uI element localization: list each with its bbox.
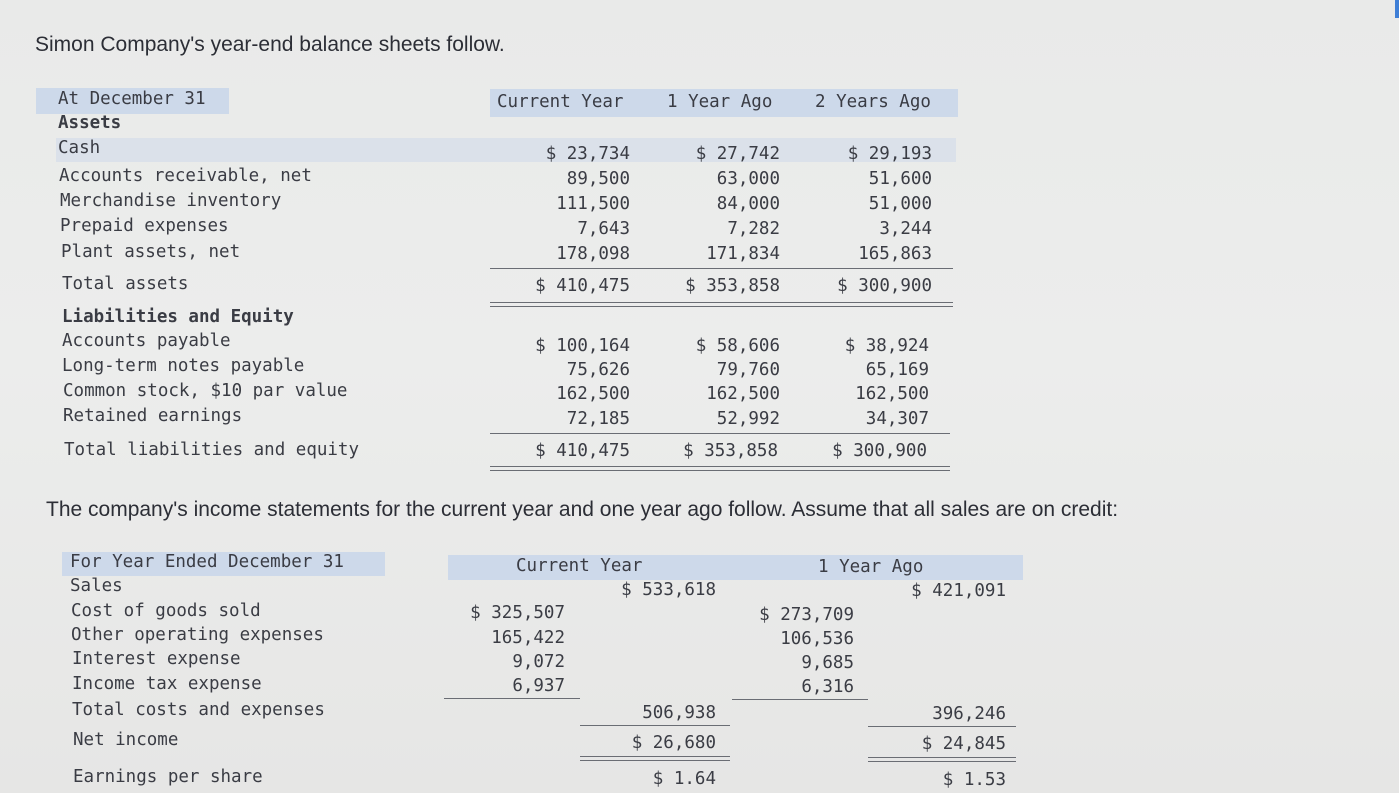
row-1-year-ago: 63,000 <box>716 169 780 189</box>
total-costs-1-year-ago: 396,246 <box>932 704 1006 724</box>
row-2-years-ago: $ 29,193 <box>847 144 932 164</box>
total-liabilities-double-rule <box>490 466 950 471</box>
row-label: Merchandise inventory <box>60 191 282 211</box>
net-income-rule-current <box>580 725 730 726</box>
row-current-year: 111,500 <box>556 194 630 214</box>
income-header-label: For Year Ended December 31 <box>70 552 344 572</box>
row-label: Accounts receivable, net <box>59 166 312 186</box>
total-liabilities-1-year-ago: $ 353,858 <box>683 441 778 461</box>
row-1-year-ago: 7,282 <box>727 219 780 239</box>
total-assets-1-year-ago: $ 353,858 <box>685 276 780 296</box>
net-income-1-year-ago: $ 24,845 <box>921 734 1006 754</box>
total-assets-label: Total assets <box>62 274 189 294</box>
row-1-year-ago: 84,000 <box>716 194 780 214</box>
row-current-year: $ 325,507 <box>470 603 565 623</box>
row-current-year: 7,643 <box>577 219 630 239</box>
row-current-year: 165,422 <box>491 628 565 648</box>
liabilities-heading: Liabilities and Equity <box>62 307 294 327</box>
row-2-years-ago: 34,307 <box>865 409 929 429</box>
row-2-years-ago: 51,600 <box>868 169 932 189</box>
row-1-year-ago: 162,500 <box>706 384 780 404</box>
row-label: Other operating expenses <box>71 625 324 645</box>
row-1-year-ago: 6,316 <box>801 677 854 697</box>
row-label: Retained earnings <box>63 406 243 426</box>
row-current-year: 89,500 <box>566 169 630 189</box>
row-1-year-ago: $ 273,709 <box>759 605 854 625</box>
row-label: Cost of goods sold <box>71 601 261 621</box>
total-costs-label: Total costs and expenses <box>72 700 325 720</box>
row-2-years-ago: $ 38,924 <box>844 336 929 356</box>
row-2-years-ago: 3,244 <box>879 219 932 239</box>
net-income-label: Net income <box>73 730 179 750</box>
total-liabilities-2-years-ago: $ 300,900 <box>832 441 927 461</box>
row-label: Accounts payable <box>62 331 231 351</box>
income-header-1-year-ago: 1 Year Ago <box>818 557 924 577</box>
net-income-current-year: $ 26,680 <box>631 733 716 753</box>
costs-subtotal-rule-current <box>444 698 580 699</box>
income-intro: The company's income statements for the current year and one year ago follow. Assume that all sales are on credit: <box>46 498 1119 521</box>
costs-subtotal-rule-prior <box>732 699 868 700</box>
row-label: Common stock, $10 par value <box>63 381 348 401</box>
window-edge-accent <box>1395 0 1399 18</box>
row-1-year-ago: 52,992 <box>716 409 780 429</box>
row-current-year: $ 100,164 <box>535 336 630 356</box>
net-income-double-rule-current <box>580 756 730 761</box>
eps-current-year: $ 1.64 <box>652 769 716 789</box>
sales-1-year-ago: $ 421,091 <box>911 581 1006 601</box>
total-assets-2-years-ago: $ 300,900 <box>837 276 932 296</box>
eps-1-year-ago: $ 1.53 <box>942 770 1006 790</box>
balance-header-current-year: Current Year <box>497 92 624 112</box>
row-1-year-ago: 9,685 <box>801 653 854 673</box>
row-current-year: 9,072 <box>512 652 565 672</box>
balance-intro: Simon Company's year-end balance sheets follow. <box>35 33 505 56</box>
sales-current-year: $ 533,618 <box>621 580 716 600</box>
net-income-double-rule-prior <box>868 757 1016 762</box>
row-label: Plant assets, net <box>61 242 241 262</box>
row-current-year: 6,937 <box>512 676 565 696</box>
row-2-years-ago: 65,169 <box>865 360 929 380</box>
row-label: Income tax expense <box>72 674 262 694</box>
row-label: Cash <box>58 138 101 158</box>
income-header-current-year: Current Year <box>516 556 643 576</box>
row-2-years-ago: 51,000 <box>868 194 932 214</box>
row-label: Prepaid expenses <box>60 216 229 236</box>
total-assets-double-rule <box>490 302 953 307</box>
row-1-year-ago: 106,536 <box>780 629 854 649</box>
total-assets-current-year: $ 410,475 <box>535 276 630 296</box>
row-1-year-ago: $ 58,606 <box>695 336 780 356</box>
total-liabilities-label: Total liabilities and equity <box>64 440 360 460</box>
row-current-year: 72,185 <box>566 409 630 429</box>
row-label: Interest expense <box>72 649 241 669</box>
assets-heading: Assets <box>58 113 122 133</box>
sales-label: Sales <box>70 576 123 596</box>
row-current-year: $ 23,734 <box>545 144 630 164</box>
row-1-year-ago: 79,760 <box>716 360 780 380</box>
row-label: Long-term notes payable <box>62 356 305 376</box>
subtotal-rule <box>490 433 950 434</box>
net-income-rule-prior <box>868 726 1016 727</box>
row-current-year: 178,098 <box>556 244 630 264</box>
total-liabilities-current-year: $ 410,475 <box>535 441 630 461</box>
row-current-year: 162,500 <box>556 384 630 404</box>
balance-header-2-years-ago: 2 Years Ago <box>815 92 931 112</box>
balance-header-1-year-ago: 1 Year Ago <box>667 92 773 112</box>
subtotal-rule <box>490 268 953 269</box>
row-current-year: 75,626 <box>566 360 630 380</box>
balance-header-label: At December 31 <box>58 89 206 109</box>
row-2-years-ago: 165,863 <box>858 244 932 264</box>
row-1-year-ago: $ 27,742 <box>695 144 780 164</box>
row-2-years-ago: 162,500 <box>855 384 929 404</box>
eps-label: Earnings per share <box>73 767 263 787</box>
total-costs-current-year: 506,938 <box>642 703 716 723</box>
row-1-year-ago: 171,834 <box>706 244 780 264</box>
